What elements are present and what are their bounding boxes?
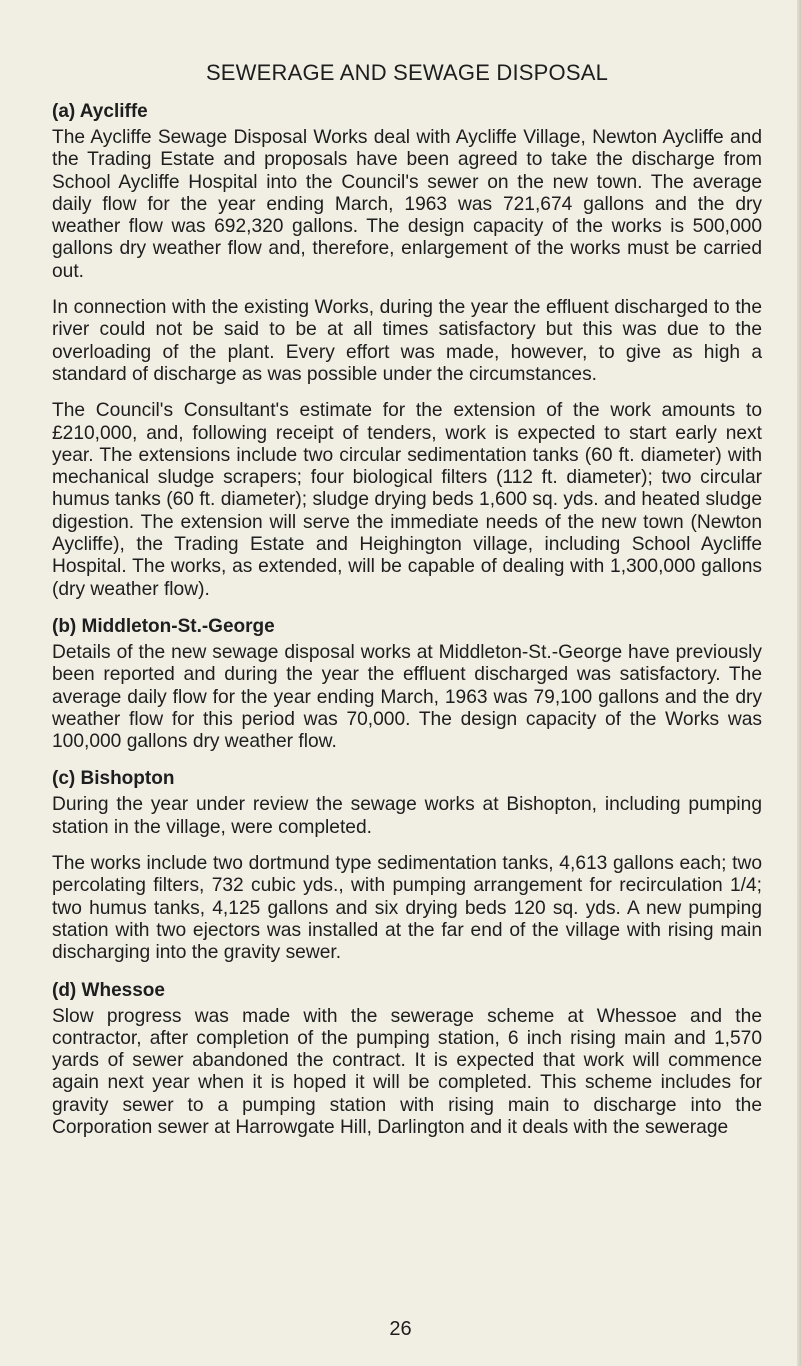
page-edge-shadow xyxy=(797,0,801,1366)
section-bishopton xyxy=(52,765,762,964)
paragraph: The Council's Consultant's estimate for the extension of the work amounts to £210,000, and, following receipt of tenders, work is expected to start early next year. The extensions include two circular sedimentation tanks (60 ft. diameter) with mechanical sludge scrapers; four biological filters (112 ft. diameter); two circular humus tanks (60 ft. diameter); sludge drying beds 1,600 sq. yds. and heated sludge digestion. The extension will serve the immediate needs of the new town (Newton Aycliffe), the Trading Estate and Heighington village, including School Aycliffe Hospital. The works, as extended, will be capable of dealing with 1,300,000 gallons (dry weather flow). xyxy=(52,400,762,600)
page-number: 26 xyxy=(389,1318,412,1340)
section-aycliffe xyxy=(52,98,762,601)
section-heading: (b) Middleton-St.-George xyxy=(52,615,275,637)
paragraph: During the year under review the sewage works at Bishopton, including pumping station in the village, were completed. xyxy=(52,794,762,838)
section-middleton-st-george xyxy=(52,613,762,753)
paragraph: The Aycliffe Sewage Disposal Works deal with Aycliffe Village, Newton Aycliffe and the Trading Estate and proposals have been agreed to take the discharge from School Aycliffe Hospital into the Council's sewer on the new town. The average daily flow for the year ending March, 1963 was 721,674 gallons and the dry weather flow was 692,320 gallons. The design capacity of the works is 500,000 gallons dry weather flow and, therefore, enlargement of the works must be carried out. xyxy=(52,127,762,282)
paragraph: The works include two dortmund type sedimentation tanks, 4,613 gallons each; two percolating filters, 732 cubic yds., with pumping arrangement for recirculation 1/4; two humus tanks, 4,125 gallons and six drying beds 120 sq. yds. A new pumping station with two ejectors was installed at the far end of the village with rising main discharging into the gravity sewer. xyxy=(52,853,762,964)
section-heading: (c) Bishopton xyxy=(52,768,175,790)
page-title: SEWERAGE AND SEWAGE DISPOSAL xyxy=(205,60,609,85)
paragraph: Slow progress was made with the sewerage scheme at Whessoe and the contractor, after completion of the pumping station, 6 inch rising main and 1,570 yards of sewer abandoned the contract. It is expected that work will commence again next year when it is hoped it will be completed. This scheme includes for gravity sewer to a pumping station with rising main to discharge into the Corporation sewer at Harrowgate Hill, Darlington and it deals with the sewerage xyxy=(52,1005,762,1138)
section-heading: (a) Aycliffe xyxy=(52,101,148,122)
paragraph: In connection with the existing Works, during the year the effluent discharged to the river could not be said to be at all times satisfactory but this was due to the overloading of the plant. Every effort was made, however, to give as high a standard of discharge as was possible under the circumstances. xyxy=(52,297,762,385)
paragraph: Details of the new sewage disposal works at Middleton-St.-George have previously been reported and during the year the effluent discharged was satisfactory. The average daily flow for the year ending March, 1963 was 79,100 gallons and the dry weather flow for this period was 70,000. The design capacity of the Works was 100,000 gallons dry weather flow. xyxy=(52,641,762,753)
document-page xyxy=(52,60,762,1151)
section-whessoe xyxy=(52,977,762,1140)
section-heading: (d) Whessoe xyxy=(52,979,165,1001)
